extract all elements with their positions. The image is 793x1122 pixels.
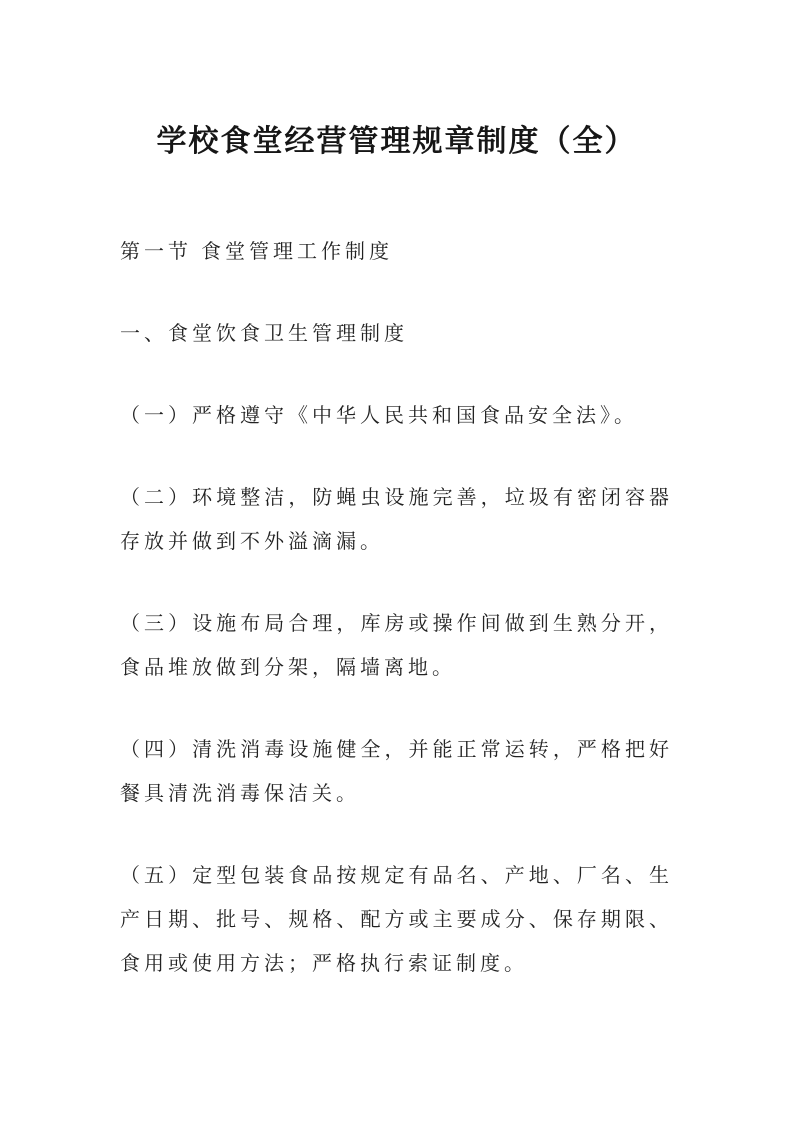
document-content bbox=[0, 120, 793, 986]
paragraph-item-5: （五）定型包装食品按规定有品名、产地、厂名、生产日期、批号、规格、配方或主要成分、保存期限、食用或使用方法；严格执行索证制度。 bbox=[120, 865, 673, 975]
paragraph-item-3: （三）设施布局合理，库房或操作间做到生熟分开，食品堆放做到分架，隔墙离地。 bbox=[120, 613, 673, 679]
paragraph-item-4: （四）清洗消毒设施健全，并能正常运转，严格把好餐具清洗消毒保洁关。 bbox=[120, 739, 673, 805]
subsection-heading: 一、食堂饮食卫生管理制度 bbox=[120, 323, 408, 345]
section-heading: 第一节 食堂管理工作制度 bbox=[120, 241, 393, 263]
document-title: 学校食堂经营管理规章制度（全） bbox=[156, 125, 637, 158]
paragraph-item-1: （一）严格遵守《中华人民共和国食品安全法》。 bbox=[120, 405, 638, 427]
paragraph-item-2: （二）环境整洁，防蝇虫设施完善，垃圾有密闭容器存放并做到不外溢滴漏。 bbox=[120, 487, 673, 553]
